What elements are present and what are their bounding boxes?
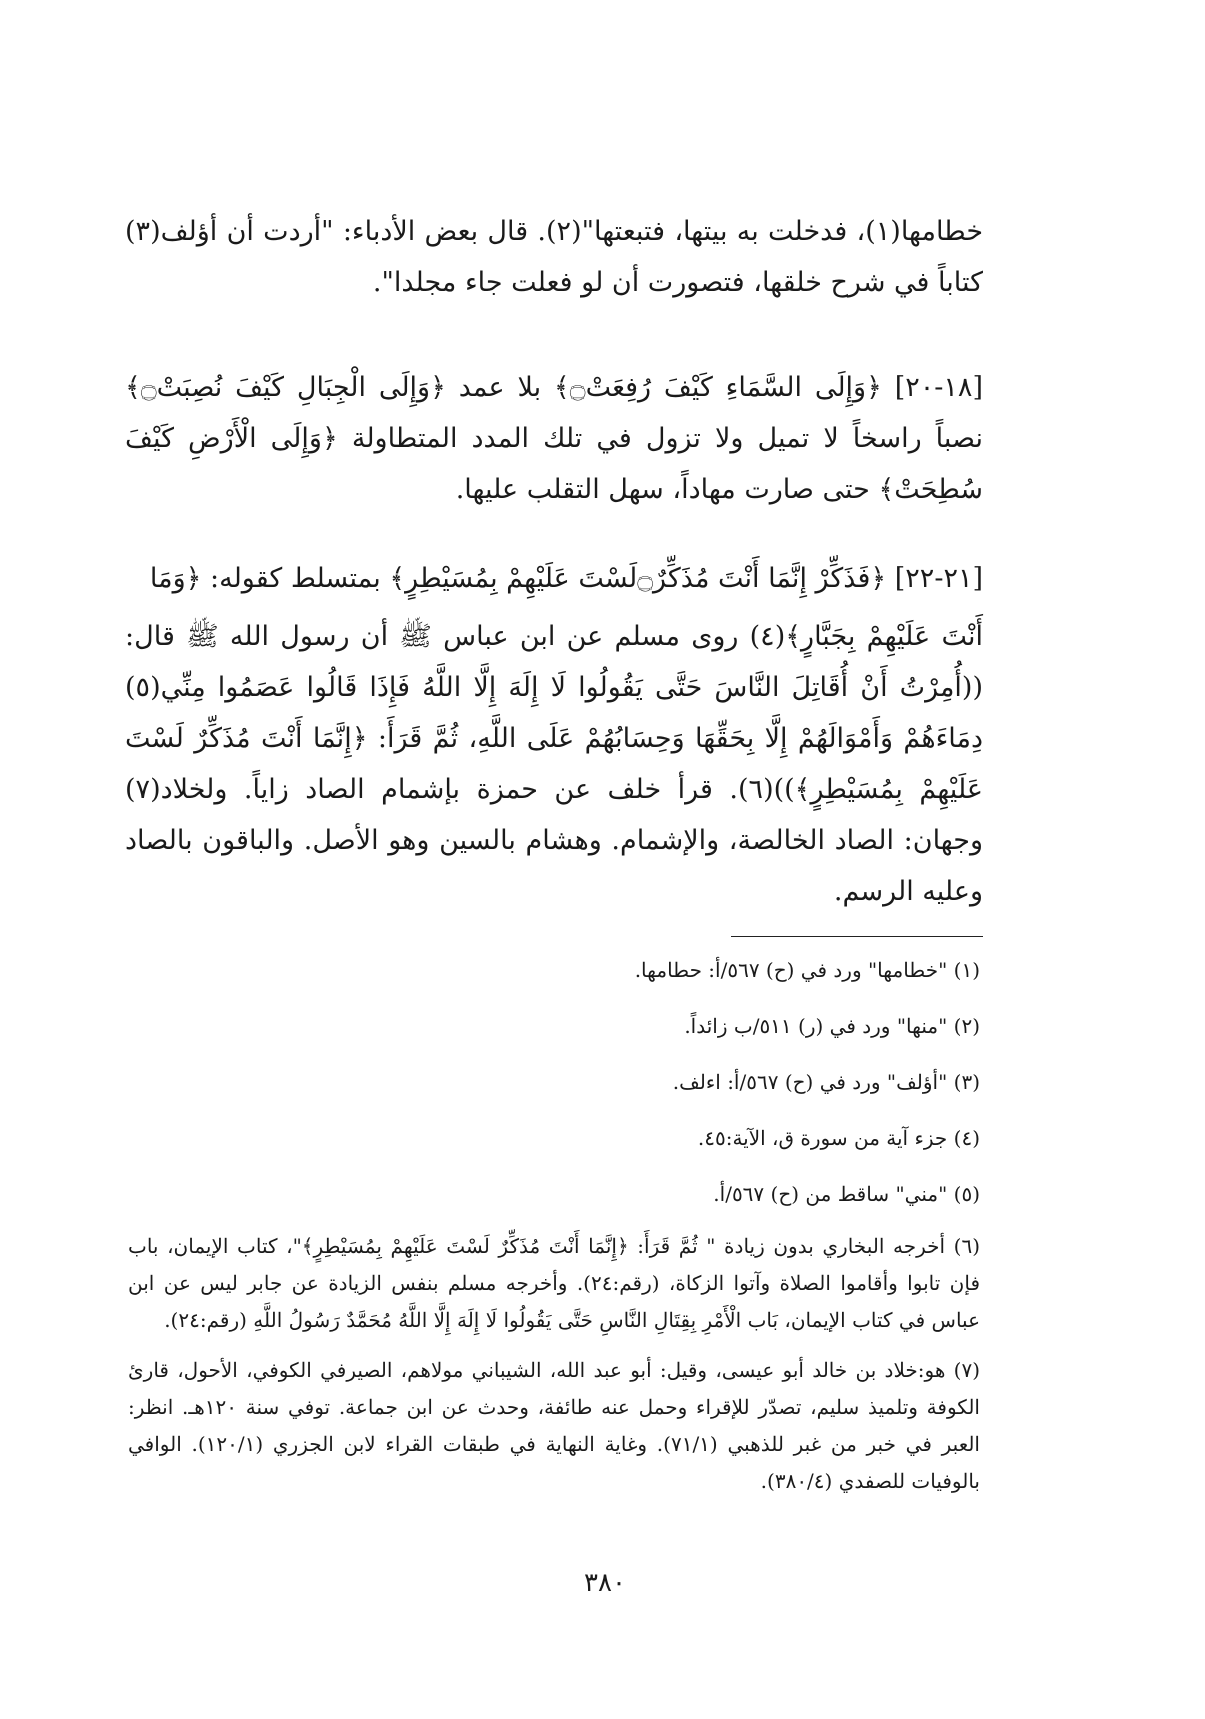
footnote-5 [128,1176,980,1213]
footnote-7 [128,1352,980,1500]
footnote-2 [128,1008,980,1045]
page-number: ٣٨٠ [584,1568,626,1598]
paragraph-2 [125,362,983,515]
footnote-text: (٦) أخرجه البخاري بدون زيادة " ثُمَّ قَرَأَ: ﴿إِنَّمَا أَنْتَ مُذَكِّرٌ لَسْتَ عَلَيْهِمْ بِمُسَيْطِرٍ﴾"، كتاب الإيمان، باب فإن تابوا وأقاموا الصلاة وآتوا الزكاة، (رقم:٢٤). وأخرجه مسلم بنفس الزيادة عن جابر ليس عن ابن عباس في كتاب الإيمان، بَاب الْأَمْرِ بِقِتَالِ النَّاسِ حَتَّى يَقُولُوا لَا إِلَهَ إِلَّا اللَّهُ مُحَمَّدٌ رَسُولُ اللَّهِ (رقم:٢٤). [128,1234,981,1332]
paragraph-1 [125,206,983,308]
footnote-6 [128,1228,980,1339]
footnote-text: (٣) "أؤلف" ورد في (ح) ٥٦٧/أ: اءلف. [672,1070,980,1094]
paragraph-text: خطامها(١)، فدخلت به بيتها، فتبعتها"(٢). قال بعض الأدباء: "أردت أن أؤلف(٣) كتاباً في شرح خلقها، فتصورت أن لو فعلت جاء مجلدا". [125,216,984,298]
footnote-4 [128,1120,980,1157]
paragraph-4 [125,611,983,917]
paragraph-text: [١٨-٢٠] ﴿وَإِلَى السَّمَاءِ كَيْفَ رُفِعَتْ۝﴾ بلا عمد ﴿وَإِلَى الْجِبَالِ كَيْفَ نُصِبَتْ۝﴾ نصباً راسخاً لا تميل ولا تزول في تلك المدد المتطاولة ﴿وَإِلَى الْأَرْضِ كَيْفَ سُطِحَتْ﴾ حتى صارت مهاداً، سهل التقلب عليها. [125,372,983,505]
footnote-text: (٤) جزء آية من سورة ق، الآية:٤٥. [697,1126,980,1150]
footnote-text: (٢) "منها" ورد في (ر) ٥١١/ب زائداً. [684,1014,980,1038]
footnote-text: (٧) هو:خلاد بن خالد أبو عيسى، وقيل: أبو عبد الله، الشيباني مولاهم، الصيرفي الكوفي، الأحول، قارئ الكوفة وتلميذ سليم، تصدّر للإقراء وحمل عنه طائفة، وحدث عن ابن جماعة. توفي سنة ١٢٠هـ. انظر: العبر في خبر من غبر للذهبي (٧١/١). وغاية النهاية في طبقات القراء لابن الجزري (١٢٠/١). الوافي بالوفيات للصفدي (٣٨٠/٤). [128,1358,980,1493]
footnote-divider [731,936,983,937]
footnote-3 [128,1064,980,1101]
paragraph-text: [٢١-٢٢] ﴿فَذَكِّرْ إِنَّمَا أَنْتَ مُذَكِّرٌ۝لَسْتَ عَلَيْهِمْ بِمُسَيْطِرٍ﴾ بمتسلط كقوله: ﴿وَمَا [149,563,983,594]
footnote-text: (١) "خطامها" ورد في (ح) ٥٦٧/أ: حطامها. [634,958,980,982]
paragraph-text: أَنْتَ عَلَيْهِمْ بِجَبَّارٍ﴾(٤) روى مسلم عن ابن عباس ﷺ أن رسول الله ﷺ قال: ((أُمِرْتُ أَنْ أُقَاتِلَ النَّاسَ حَتَّى يَقُولُوا لَا إِلَهَ إِلَّا اللَّهُ فَإِذَا قَالُوا عَصَمُوا مِنِّي(٥) دِمَاءَهُمْ وَأَمْوَالَهُمْ إِلَّا بِحَقِّهَا وَحِسَابُهُمْ عَلَى اللَّهِ، ثُمَّ قَرَأَ: ﴿إِنَّمَا أَنْتَ مُذَكِّرٌ لَسْتَ عَلَيْهِمْ بِمُسَيْطِرٍ﴾))(٦). قرأ خلف عن حمزة بإشمام الصاد زاياً. ولخلاد(٧) وجهان: الصاد الخالصة، والإشمام. وهشام بالسين وهو الأصل. والباقون بالصاد وعليه الرسم. [125,621,983,907]
paragraph-3 [125,553,983,604]
footnote-text: (٥) "مني" ساقط من (ح) ٥٦٧/أ. [713,1182,980,1206]
footnote-1 [128,952,980,989]
